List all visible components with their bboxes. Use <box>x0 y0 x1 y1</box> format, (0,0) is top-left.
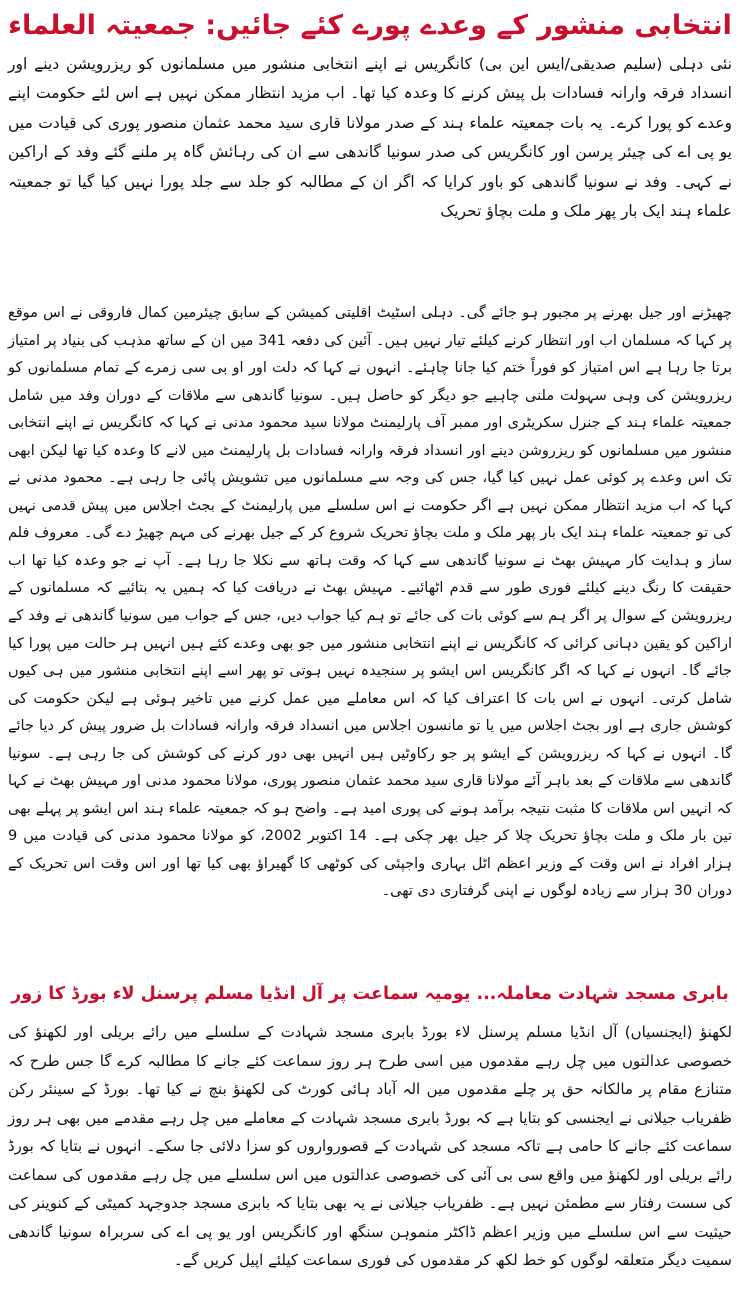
article-babri-paragraph: لکھنؤ (ایجنسیاں) آل انڈیا مسلم پرسنل لاء بورڈ بابری مسجد شہادت کے سلسلے میں رائے بریلی اور لکھنؤ کی خصوصی عدالتوں میں چل رہے مقدموں میں اسی طرح ہر روز سماعت کئے جانے کا مطالبہ کرے گا جس طرح کہ متنازع مقام پر مالکانہ حق پر چلے مقدموں میں الہ آباد ہائی کورٹ کی لکھنؤ بنچ نے کیا تھا۔ بورڈ کے سینئر رکن ظفریاب جیلانی نے ایجنسی کو بتایا ہے کہ بورڈ بابری مسجد شہادت کے معاملے میں چل رہے مقدمے میں بھی ہر روز سماعت کئے جانے کا حامی ہے تاکہ مسجد کی شہادت کے قصورواروں کو سزا دلائی جا سکے۔ انہوں نے بتایا کہ بورڈ رائے بریلی اور لکھنؤ میں واقع سی بی آئی کی خصوصی عدالتوں میں اس سلسلے میں چل رہے مقدموں کی سماعت کی سست رفتار سے مطمئن نہیں ہے۔ ظفریاب جیلانی نے یہ بھی بتایا کہ بابری مسجد جدوجہد کمیٹی کے کنوینر کی حیثیت سے اس سلسلے میں وزیر اعظم ڈاکٹر منموہن سنگھ اور کانگریس اور یو پی اے کی سربراہ سونیا گاندھی سمیت دیگر متعلقہ لوگوں کو خط لکھ کر مقدموں کی فوری سماعت کیلئے اپیل کریں گے۔ <box>8 1023 732 1269</box>
article-headline-babri: بابری مسجد شہادت معاملہ... یومیہ سماعت پر آل انڈیا مسلم پرسنل لاء بورڈ کا زور <box>11 984 729 1004</box>
article-body-paragraph: چھیڑنے اور جیل بھرنے پر مجبور ہو جائے گی۔ دہلی اسٹیٹ اقلیتی کمیشن کے سابق چیئرمین کمال فاروقی نے اس موقع پر کہا کہ مسلمان اب اور انتظار کرنے کیلئے تیار نہیں ہیں۔ آئین کی دفعہ 341 میں ان کے ساتھ مذہب کی بنیاد پر امتیاز برتا جا رہا ہے اس امتیاز کو فوراً ختم کیا جانا چاہئے۔ انہوں نے کہا کہ دلت اور او بی سی زمرے کے تمام مسلمانوں کو ریزرویشن کی وہی سہولت ملنی چاہیے جو دیگر کو حاصل ہیں۔ سونیا گاندھی سے ملاقات کے دوران وفد میں شامل جمعیتہ علماء ہند کے جنرل سکریٹری اور ممبر آف پارلیمنٹ مولانا سید محمود مدنی نے کہا کہ کانگریس نے اپنے انتخابی منشور میں مسلمانوں کو ریزروشن دینے اور انسداد فرقہ وارانہ فسادات بل پارلیمنٹ میں لانے کا وعدہ کیا تھا لیکن ابھی تک اس وعدے پر کوئی عمل نہیں کیا گیا، جس کی وجہ سے مسلمانوں میں تشویش پائی جا رہی ہے۔ محمود مدنی نے کہا کہ اب مزید انتظار ممکن نہیں ہے اگر حکومت نے اس سلسلے میں پارلیمنٹ کے بجٹ اجلاس میں پیش قدمی نہیں کی تو جمعیتہ علماء ہند ایک بار پھر ملک و ملت بچاؤ تحریک شروع کر کے جیل بھرنے کی مہم چھیڑ دے گی۔ معروف فلم ساز و ہدایت کار مہیش بھٹ نے سونیا گاندھی سے کہا کہ وقت ہاتھ سے نکلا جا رہا ہے۔ آپ نے جو وعدہ کیا تھا اب حقیقت کا رنگ دینے کیلئے فوری طور سے قدم اٹھائیے۔ مہیش بھٹ نے دریافت کیا کہ ہمیں یہ بتائیے کہ مسلمانوں کے ریزرویشن کے سوال پر اگر ہم سے کوئی بات کی جائے تو ہم کیا جواب دیں، جس کے جواب میں سونیا گاندھی نے وفد کے اراکین کو یقین دہانی کرائی کہ کانگریس نے اپنے انتخابی منشور میں جو بھی وعدے کئے ہیں انہیں ہر حالت میں پورا کیا جائے گا۔ انہوں نے کہا کہ اگر کانگریس اس ایشو پر سنجیدہ نہیں ہوتی تو پھر اسے اپنے انتخابی منشور میں ہی کیوں شامل کرتی۔ انہوں نے اس بات کا اعتراف کیا کہ اس معاملے میں عمل کرنے میں تاخیر ہوئی ہے لیکن حکومت کی کوشش جاری ہے اور بجٹ اجلاس میں یا تو مانسون اجلاس میں انسداد فرقہ وارانہ فسادات بل ضرور پیش کر دیا جائے گا۔ انہوں نے کہا کہ ریزرویشن کے ایشو پر جو رکاوٹیں ہیں انہیں بھی دور کرنے کی کوشش کی جا رہی ہے۔ سونیا گاندھی سے ملاقات کے بعد باہر آئے مولانا قاری سید محمد عثمان منصور پوری، مولانا محمود مدنی اور مہیش بھٹ نے کہا کہ انہیں اس ملاقات کا مثبت نتیجہ برآمد ہونے کی پوری امید ہے۔ واضح ہو کہ جمعیتہ علماء ہند اس ایشو پر پہلے بھی تین بار ملک و ملت بچاؤ تحریک چلا کر جیل بھر چکی ہے۔ 14 اکتوبر 2002، کو مولانا محمود مدنی کی قیادت میں 9 ہزار افراد نے اس وقت کے وزیر اعظم اٹل بہاری واجپئی کی کوٹھی کا گھیراؤ بھی کیا تھا اور اس وقت اس تحریک کے دوران 30 ہزار سے زیادہ لوگوں نے اپنی گرفتاری دی تھی۔ <box>8 305 732 900</box>
article-intro-paragraph: نئی دہلی (سلیم صدیقی/ایس این بی) کانگریس نے اپنے انتخابی منشور میں مسلمانوں کو ریزرویشن دینے اور انسداد فرقہ وارانہ فسادات بل پیش کرنے کا وعدہ کیا تھا۔ اب مزید انتظار ممکن نہیں ہے اس لئے حکومت اپنے وعدے کو پورا کرے۔ یہ بات جمعیتہ علماء ہند کے صدر مولانا قاری سید محمد عثمان منصور پوری کی قیادت میں یو پی اے کی چیئر پرسن اور کانگریس کی صدر سونیا گاندھی سے ان کی رہائش گاہ پر ملنے گئے وفد کے اراکین نے کہی۔ وفد نے سونیا گاندھی کو باور کرایا کہ اگر ان کے مطالبہ کو جلد سے جلد پورا نہیں کیا گیا تو جمعیتہ علماء ہند ایک بار پھر ملک و ملت بچاؤ تحریک <box>8 55 732 221</box>
article-headline-manifesto: انتخابی منشور کے وعدے پورے کئے جائیں: جمعیتہ العلماء <box>8 10 732 41</box>
